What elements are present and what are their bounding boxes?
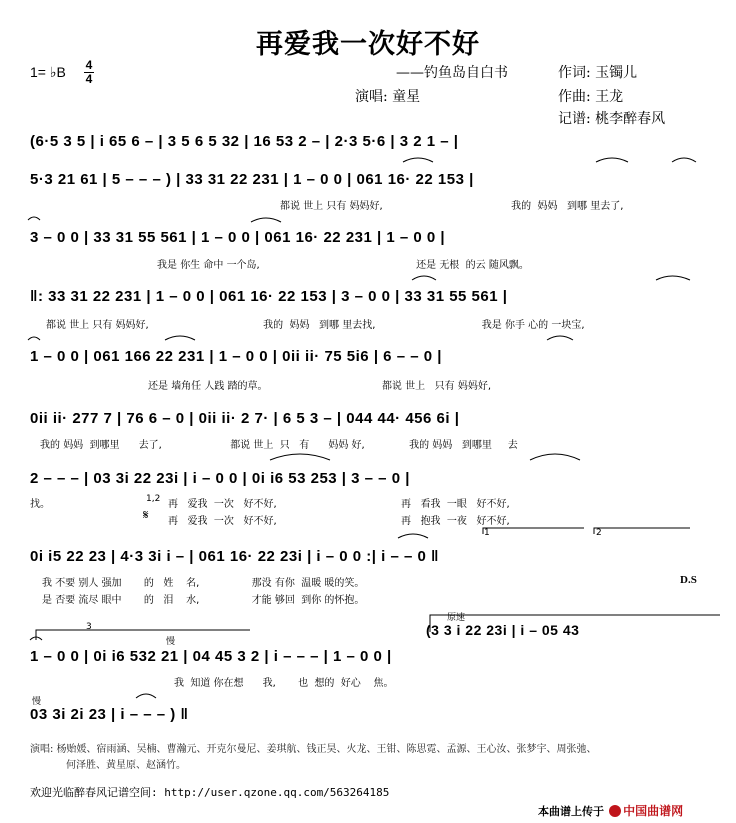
slur-arc bbox=[136, 694, 156, 698]
staff-line-1: (6·5 3 5 | i 65 6 – | 3 5 6 5 32 | 16 53 2 – | 2·3 5·6 | 3 2 1 – | bbox=[30, 133, 459, 150]
volta-bracket bbox=[36, 630, 250, 640]
segno-icon: 𝄋 bbox=[143, 508, 149, 523]
slur-arc bbox=[403, 158, 433, 162]
composer: 作曲: 王龙 bbox=[558, 89, 624, 105]
staff-line-3: 3 – 0 0 | 33 31 55 561 | 1 – 0 0 | 061 16· 22 231 | 1 – 0 0 | bbox=[30, 229, 446, 246]
dal-segno-mark: D.S bbox=[680, 574, 697, 586]
song-source: ——钓鱼岛自白书 bbox=[396, 65, 508, 81]
lyrics-line-9: 我 知道 你在想 我, 也 想的 好心 焦。 bbox=[174, 678, 394, 689]
slur-arc bbox=[412, 276, 436, 280]
volta-1-label: 1 bbox=[484, 528, 490, 538]
tempo-original: 原速 bbox=[447, 613, 466, 623]
staff-line-10: 03 3i 2i 23 | i – – – ) ‖ bbox=[30, 706, 189, 723]
staff-line-4: ‖: 33 31 22 231 | 1 – 0 0 | 061 16· 22 153 | 3 – 0 0 | 33 31 55 561 | bbox=[30, 288, 508, 305]
slur-arc bbox=[270, 454, 330, 460]
staff-line-2: 5·3 21 61 | 5 – – – ) | 33 31 22 231 | 1 – 0 0 | 061 16· 22 153 | bbox=[30, 171, 474, 188]
lyrics-line-8a: 我 不要 别人 强加 的 姓 名, 那没 有你 温暖 暖的笑。 bbox=[42, 578, 365, 589]
slur-arc bbox=[672, 158, 696, 162]
singers-list-line-2: 何泽胜、黄星原、赵涵竹。 bbox=[66, 760, 186, 771]
time-signature-top: 4 bbox=[85, 58, 93, 72]
volta-bracket bbox=[594, 528, 690, 534]
staff-line-6: 0ii ii· 277 7 | 76 6 – 0 | 0ii ii· 2 7· | 6 5 3 – | 044 44· 456 6i | bbox=[30, 410, 460, 427]
time-signature-bottom: 4 bbox=[85, 72, 93, 86]
tempo-slow-1: 慢 bbox=[166, 637, 176, 647]
slur-arc bbox=[28, 337, 40, 340]
staff-line-9: 1 – 0 0 | 0i i6 532 21 | 04 45 3 2 | i – – – | 1 – 0 0 | bbox=[30, 648, 392, 665]
volta-3-label: 3 bbox=[86, 622, 92, 632]
staff-line-7: 2 – – – | 03 3i 22 23i | i – 0 0 | 0i i6 53 253 | 3 – – 0 | bbox=[30, 470, 410, 487]
site-logo: 中国曲谱网 bbox=[609, 804, 683, 818]
transcriber: 记谱: 桃李醉春风 bbox=[558, 111, 666, 127]
lyricist: 作词: 玉镯儿 bbox=[558, 65, 638, 81]
lyrics-line-6: 我的 妈妈 到哪里 去了, 都说 世上 只 有 妈妈 好, 我的 妈妈 到哪里 去 bbox=[40, 440, 518, 451]
lyrics-line-7: 找。 bbox=[30, 499, 50, 510]
site-logo-icon bbox=[609, 805, 621, 817]
lyrics-line-7-verse-2: 再 爱我 一次 好不好, 再 抱我 一夜 好不好, bbox=[168, 516, 510, 527]
lyrics-line-3: 我是 你生 命中 一个岛, 还是 无根 的云 随风飘。 bbox=[157, 260, 529, 271]
slur-arc bbox=[30, 637, 42, 640]
volta-1-2-label: 1,2 bbox=[146, 494, 161, 504]
slur-arc bbox=[656, 276, 690, 280]
key-signature: 1= ♭B bbox=[30, 64, 66, 80]
slur-arc bbox=[251, 218, 281, 222]
slur-arc bbox=[165, 336, 195, 340]
slur-arc bbox=[596, 158, 628, 162]
tempo-slow-2: 慢 bbox=[32, 697, 42, 707]
slur-arc bbox=[28, 217, 40, 220]
staff-line-5: 1 – 0 0 | 061 166 22 231 | 1 – 0 0 | 0ii ii· 75 5i6 | 6 – – 0 | bbox=[30, 348, 442, 365]
song-title: 再爱我一次好不好 bbox=[256, 29, 480, 60]
time-signature bbox=[84, 60, 94, 85]
singers-list-line-1: 演唱: 杨贻媛、宿雨涵、吴楠、曹瀚元、开克尔曼尼、姜琪航、钱正昊、火龙、王钳、陈思霓、孟源、王心汝、张梦宇、周张弛、 bbox=[30, 744, 597, 755]
volta-2-label: 2 bbox=[596, 528, 602, 538]
slur-arc bbox=[398, 534, 428, 538]
slur-arc bbox=[547, 336, 573, 340]
upload-credit bbox=[538, 800, 683, 819]
lyrics-line-8b: 是 否要 流尽 眼中 的 泪 水, 才能 够回 到你 的怀抱。 bbox=[42, 595, 365, 606]
slur-arc bbox=[530, 454, 580, 460]
lyrics-line-7-verse-1: 再 爱我 一次 好不好, 再 看我 一眼 好不好, bbox=[168, 499, 510, 510]
staff-line-9-upper: (3 3 i 22 23i | i – 05 43 bbox=[426, 622, 580, 638]
singer: 演唱: 童星 bbox=[355, 89, 421, 105]
lyrics-line-5: 还是 墙角任 人践 踏的草。 都说 世上 只有 妈妈好, bbox=[148, 381, 492, 392]
upload-note: 本曲谱上传于 bbox=[538, 805, 604, 818]
lyrics-line-4: 都说 世上 只有 妈妈好, 我的 妈妈 到哪 里去找, 我是 你手 心的 一块宝, bbox=[46, 320, 585, 331]
lyrics-line-2: 都说 世上 只有 妈妈好, 我的 妈妈 到哪 里去了, bbox=[280, 201, 624, 212]
staff-line-8: 0i i5 22 23 | 4·3 3i i – | 061 16· 22 23i | i – 0 0 :| i – – 0 ‖ bbox=[30, 548, 439, 565]
welcome-note: 欢迎光临醉春风记谱空间: http://user.qzone.qq.com/563264185 bbox=[30, 786, 390, 799]
volta-bracket bbox=[483, 528, 584, 534]
